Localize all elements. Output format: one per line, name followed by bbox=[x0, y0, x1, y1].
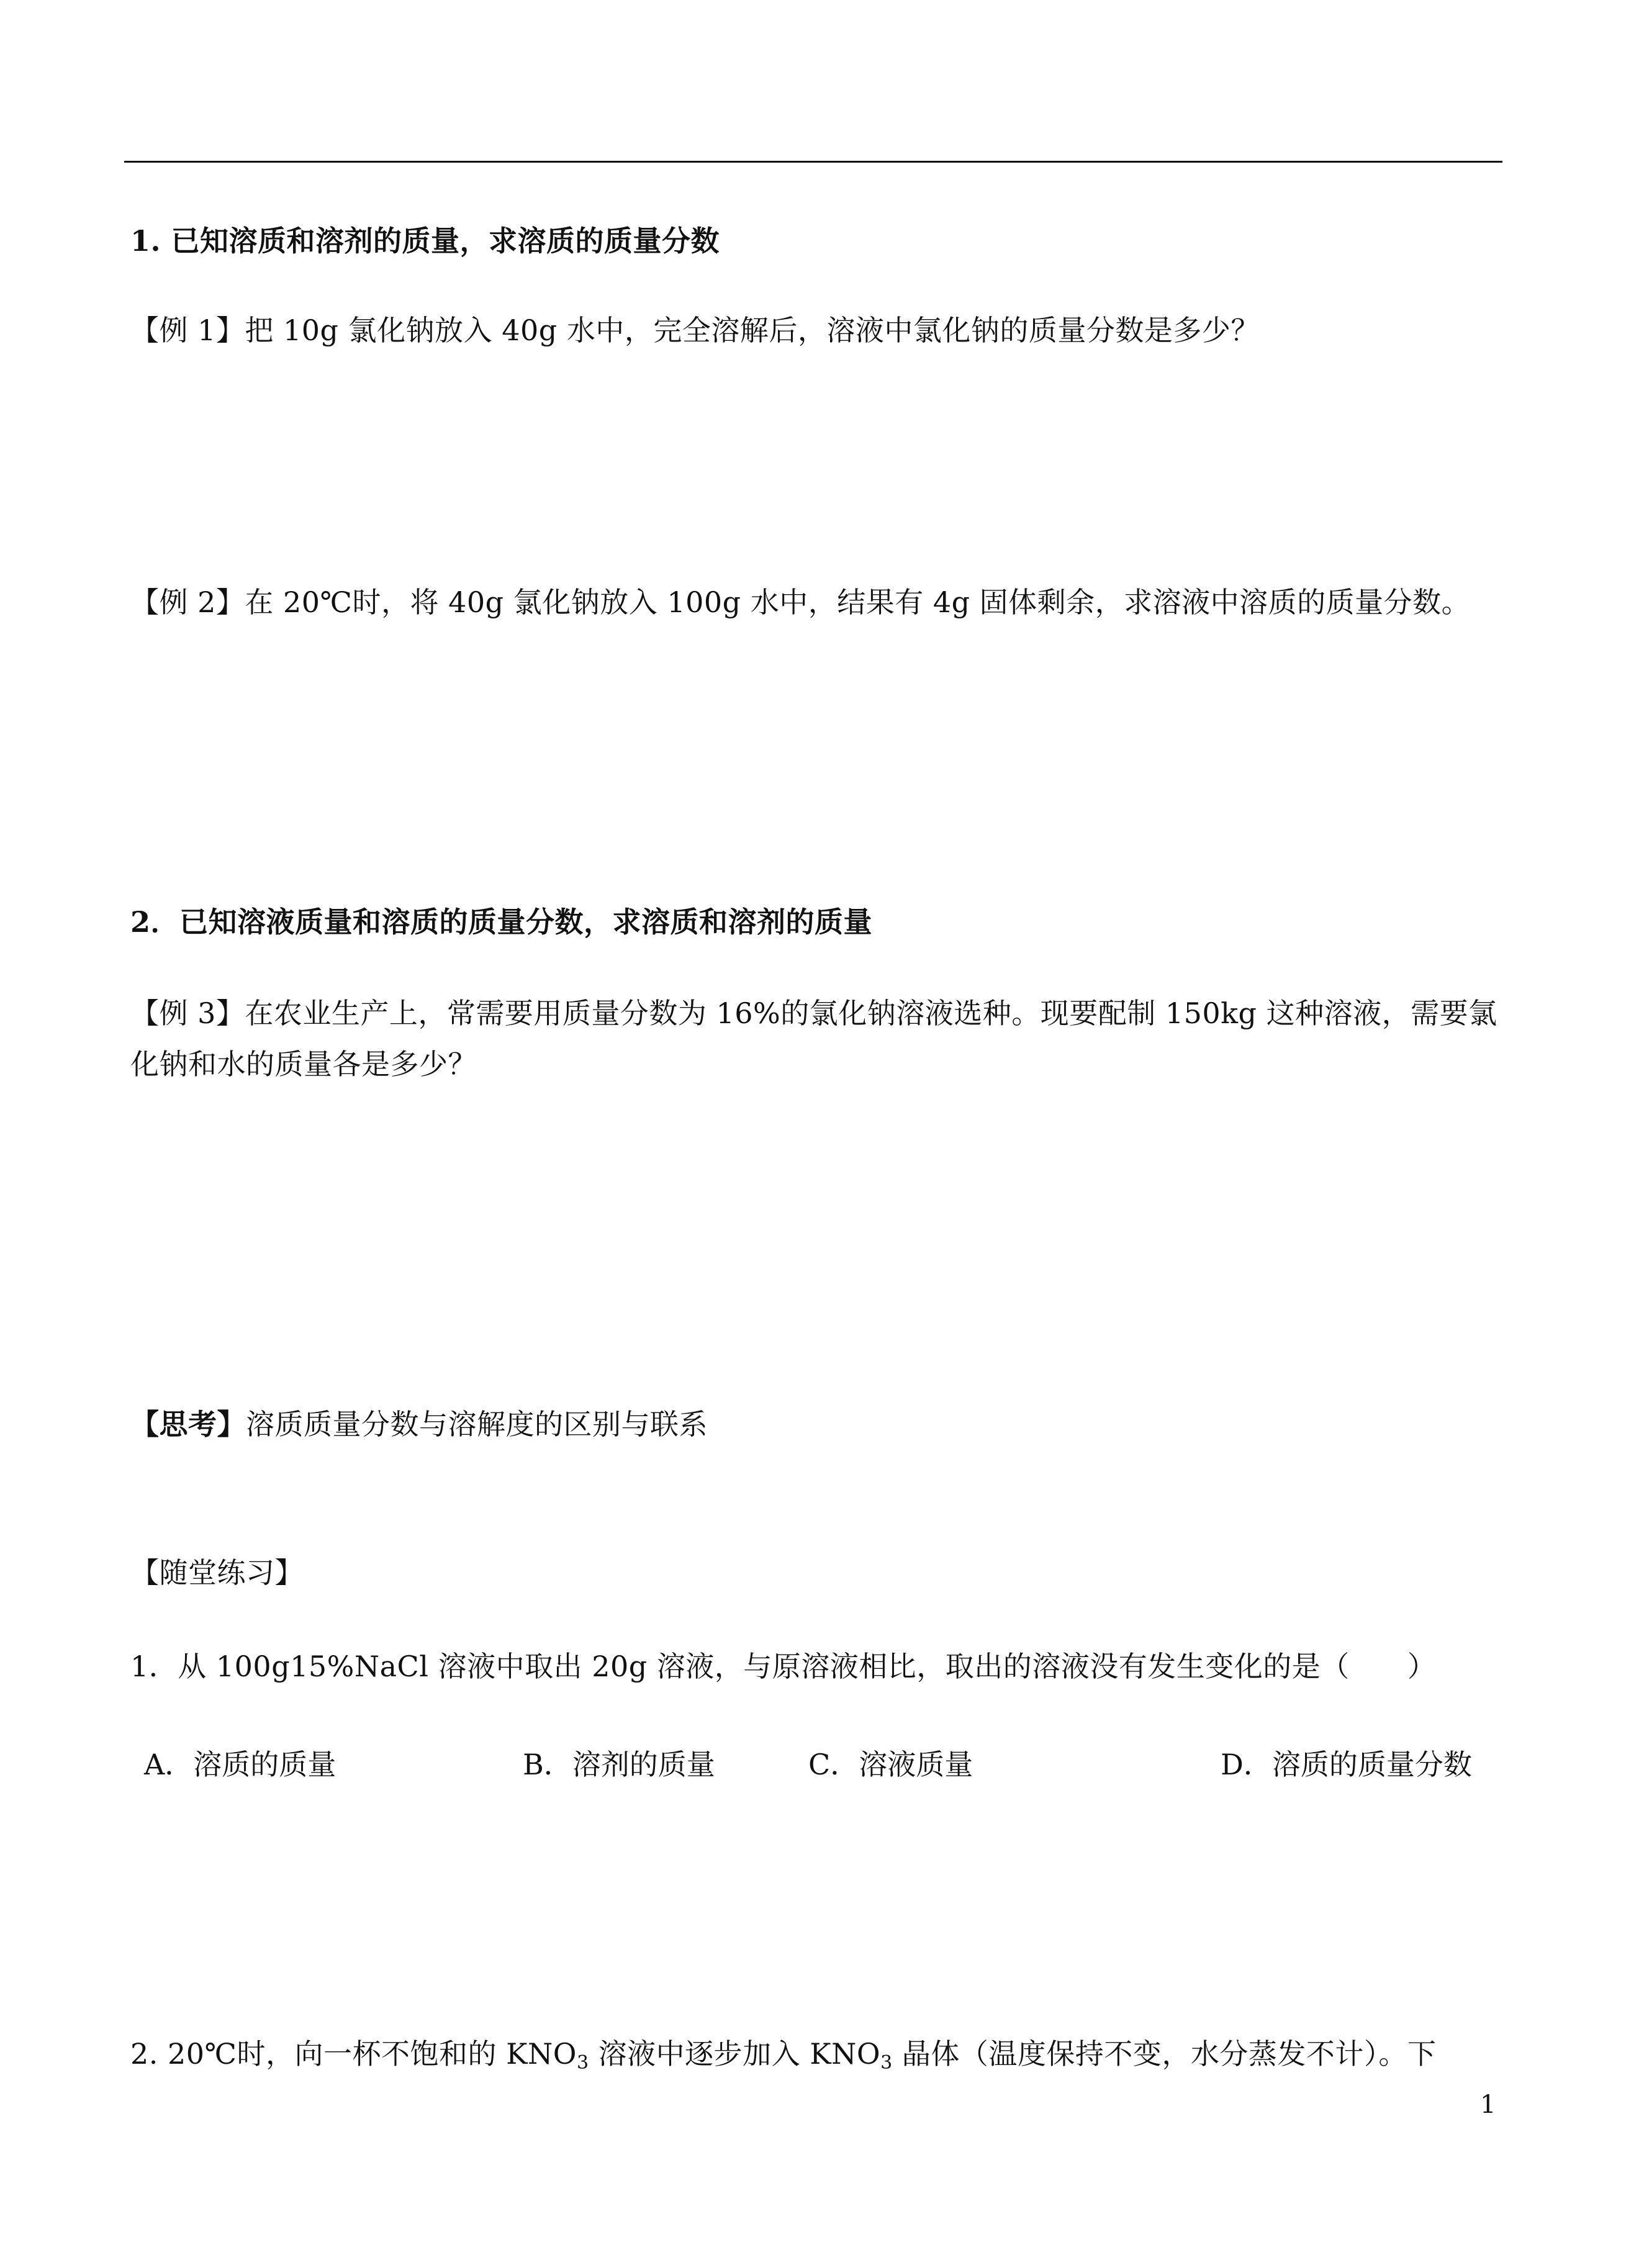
question-1-option-d: D．溶质的质量分数 bbox=[1221, 1748, 1472, 1781]
think-text: 溶质质量分数与溶解度的区别与联系 bbox=[246, 1407, 708, 1441]
example-3-tag: 【例 3】 bbox=[130, 996, 245, 1030]
example-2 bbox=[130, 582, 1470, 622]
example-3-text: 在农业生产上，常需要用质量分数为 16%的氯化钠溶液选种。现要配制 150kg 这种溶液，需要氯化钠和水的质量各是多少？ bbox=[130, 996, 1497, 1081]
question-2-part-3: 晶体（温度保持不变，水分蒸发不计）。下 bbox=[892, 2037, 1437, 2071]
question-1-option-b: B．溶剂的质量 bbox=[523, 1748, 715, 1781]
example-1 bbox=[130, 310, 1260, 350]
example-2-text: 在 20℃时，将 40g 氯化钠放入 100g 水中，结果有 4g 固体剩余，求溶液中溶质的质量分数。 bbox=[245, 585, 1471, 619]
question-1-option-c: C．溶液质量 bbox=[808, 1748, 973, 1781]
question-2-part-2: 溶液中逐步加入 KNO bbox=[589, 2037, 881, 2071]
page-number: 1 bbox=[1480, 2090, 1496, 2119]
section-1-heading: 1. 已知溶质和溶剂的质量，求溶质的质量分数 bbox=[130, 224, 720, 258]
think-tag: 【思考】 bbox=[130, 1407, 246, 1441]
question-1: 1．从 100g15%NaCl 溶液中取出 20g 溶液，与原溶液相比，取出的溶液没有发生变化的是（ ） bbox=[130, 1650, 1437, 1683]
question-2 bbox=[130, 2034, 1436, 2074]
example-3 bbox=[130, 988, 1502, 1090]
practice-heading: 【随堂练习】 bbox=[130, 1556, 304, 1589]
header-rule bbox=[124, 161, 1502, 163]
example-1-tag: 【例 1】 bbox=[130, 314, 245, 347]
question-2-subscript-1: 3 bbox=[576, 2052, 589, 2074]
think-line bbox=[130, 1404, 708, 1444]
section-2-heading: 2．已知溶液质量和溶质的质量分数，求溶质和溶剂的质量 bbox=[130, 905, 873, 939]
example-1-text: 把 10g 氯化钠放入 40g 水中，完全溶解后，溶液中氯化钠的质量分数是多少？ bbox=[245, 314, 1260, 347]
question-2-part-1: 2. 20℃时，向一杯不饱和的 KNO bbox=[130, 2037, 577, 2071]
question-1-option-a: A．溶质的质量 bbox=[144, 1748, 336, 1781]
example-2-tag: 【例 2】 bbox=[130, 585, 245, 619]
question-2-subscript-2: 3 bbox=[880, 2052, 893, 2074]
